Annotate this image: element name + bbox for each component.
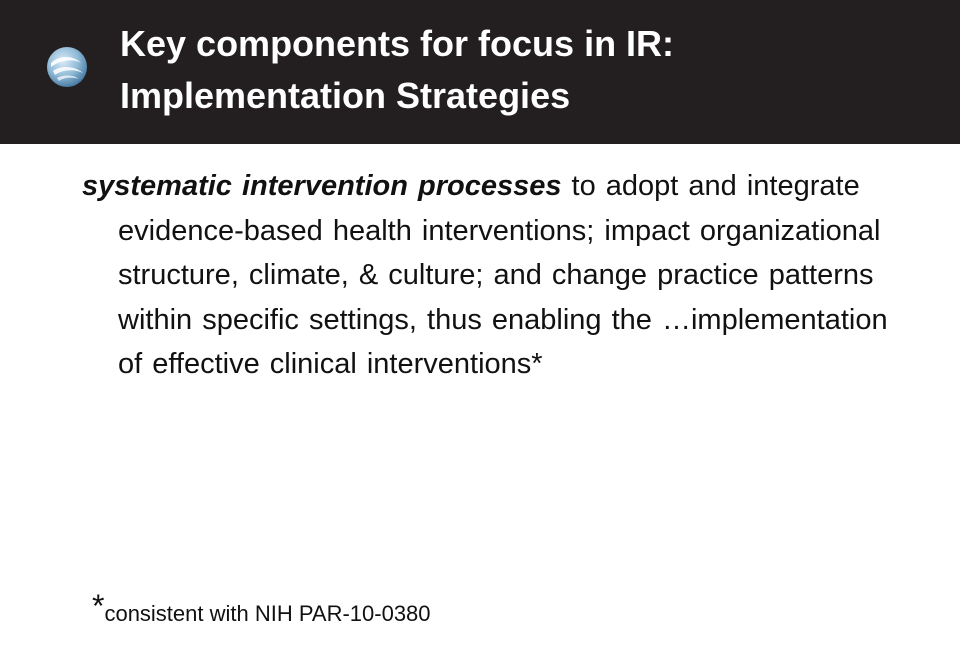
footnote-marker: * <box>92 588 105 624</box>
definition-text: to adopt and integrate evidence-based health interventions; impact organizational structure, climate, & culture; and change practice patterns within specific settings, thus enabling the …implementation of effective clinical interventions* <box>118 170 888 380</box>
definition-emphasis: systematic intervention processes <box>82 170 562 202</box>
slide-title-line-2: Implementation Strategies <box>120 75 571 116</box>
footnote-text: consistent with NIH PAR-10-0380 <box>104 601 431 626</box>
definition-paragraph <box>82 164 898 387</box>
title-bar <box>0 0 960 144</box>
footnote <box>92 586 431 634</box>
slide-title <box>120 18 920 122</box>
slide-title-line-1: Key components for focus in IR: <box>120 23 675 64</box>
swirl-globe-icon <box>46 46 88 88</box>
